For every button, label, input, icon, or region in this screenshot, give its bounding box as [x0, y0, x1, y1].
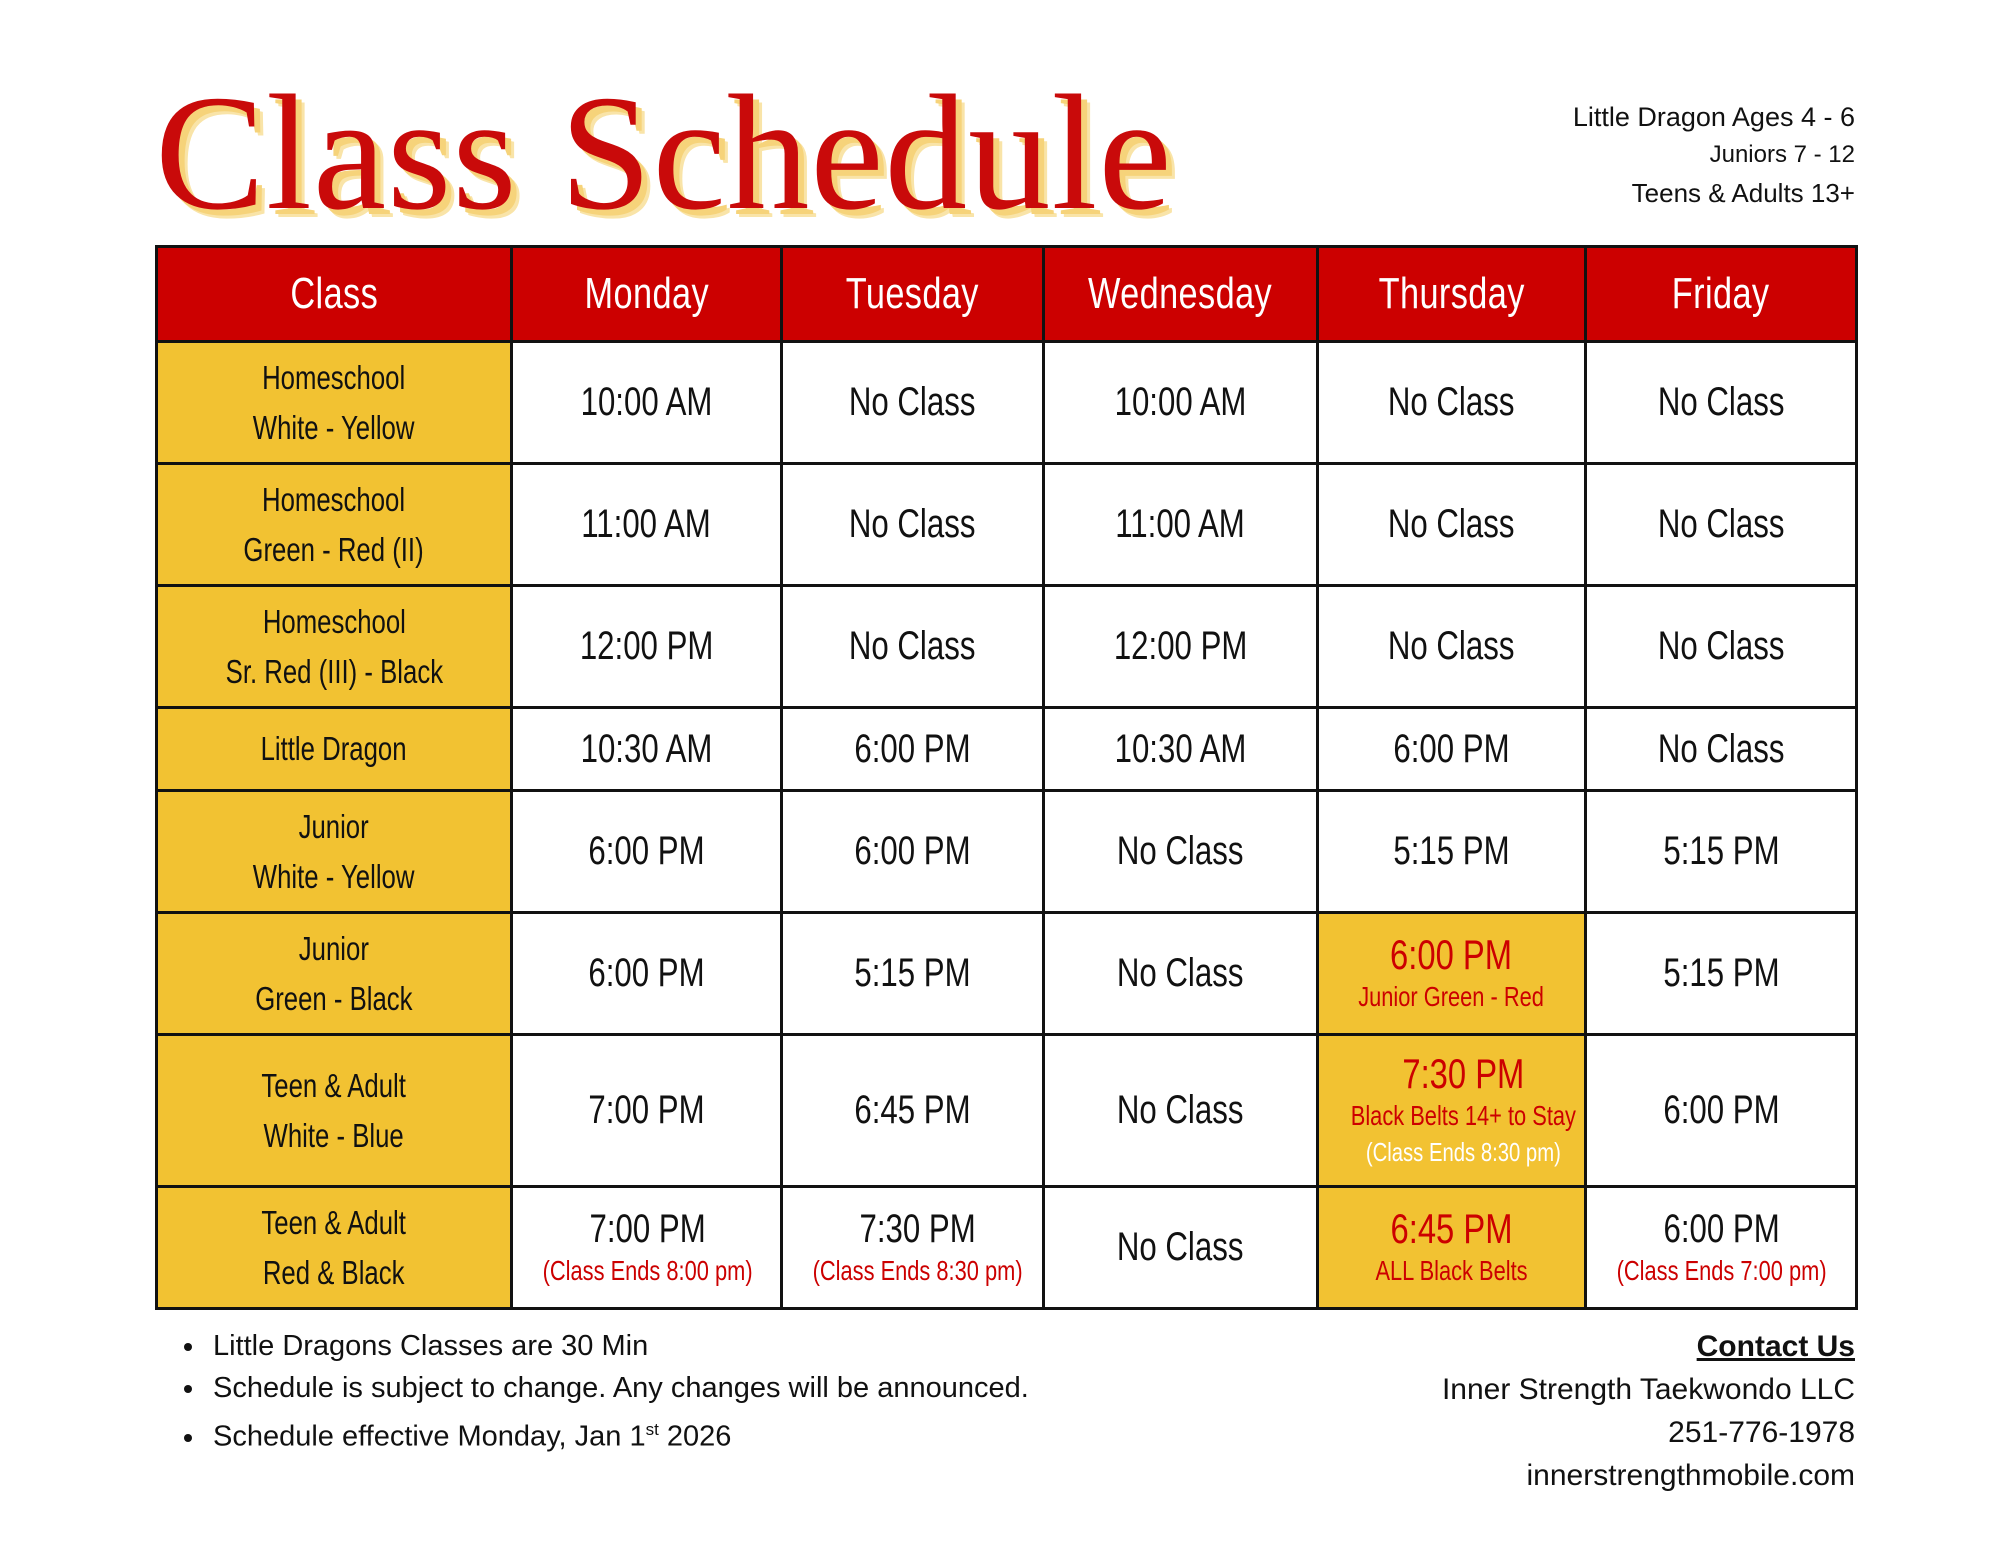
- contact-block: [1442, 1325, 1855, 1497]
- cell-note: Junior Green - Red: [1358, 981, 1545, 1012]
- schedule-cell: 5:15 PM: [782, 913, 1044, 1035]
- schedule-cell: No Class: [1586, 708, 1857, 791]
- cell-note: Black Belts 14+ to Stay: [1350, 1100, 1576, 1131]
- header-class: Class: [157, 247, 512, 342]
- highlighted-schedule-cell: [1318, 1187, 1586, 1309]
- schedule-cell: [512, 1187, 782, 1309]
- table-row: [157, 586, 1857, 708]
- schedule-cell: No Class: [1586, 464, 1857, 586]
- schedule-cell: No Class: [1318, 586, 1586, 708]
- class-name-cell: Teen & Adult White - Blue: [157, 1035, 512, 1187]
- table-row: [157, 1035, 1857, 1187]
- schedule-cell: 5:15 PM: [1586, 913, 1857, 1035]
- age-juniors: Juniors 7 - 12: [1709, 141, 1855, 168]
- highlighted-schedule-cell: [1318, 913, 1586, 1035]
- list-item: • Schedule effective Monday, Jan 1st 2026: [207, 1409, 1029, 1458]
- schedule-cell: No Class: [1044, 1187, 1318, 1309]
- age-groups: [1573, 98, 1855, 212]
- schedule-cell: 6:00 PM: [782, 791, 1044, 913]
- header-wednesday: Wednesday: [1044, 247, 1318, 342]
- schedule-cell: 6:00 PM: [512, 913, 782, 1035]
- schedule-cell: 10:30 AM: [512, 708, 782, 791]
- cell-time: 7:30 PM: [1402, 1050, 1525, 1097]
- header-tuesday: Tuesday: [782, 247, 1044, 342]
- class-name-cell: Homeschool Sr. Red (III) - Black: [157, 586, 512, 708]
- schedule-cell: No Class: [1044, 1035, 1318, 1187]
- notes-list: [165, 1325, 1029, 1458]
- table-row: [157, 791, 1857, 913]
- schedule-cell: No Class: [1318, 464, 1586, 586]
- schedule-cell: 5:15 PM: [1586, 791, 1857, 913]
- header-thursday: Thursday: [1318, 247, 1586, 342]
- company-name: Inner Strength Taekwondo LLC: [1441, 1373, 1855, 1406]
- table-row: [157, 342, 1857, 464]
- age-little-dragon: Little Dragon Ages 4 - 6: [1572, 102, 1855, 132]
- cell-time: 6:00 PM: [1390, 931, 1513, 978]
- cell-note: ALL Black Belts: [1375, 1255, 1528, 1286]
- table-row: [157, 708, 1857, 791]
- schedule-cell: 5:15 PM: [1318, 791, 1586, 913]
- schedule-cell: 10:00 AM: [512, 342, 782, 464]
- header-friday: Friday: [1586, 247, 1857, 342]
- class-name-cell: Little Dragon: [157, 708, 512, 791]
- phone-number: 251-776-1978: [1668, 1416, 1855, 1449]
- schedule-cell: No Class: [782, 342, 1044, 464]
- cell-note: (Class Ends 8:00 pm): [542, 1255, 753, 1286]
- schedule-cell: No Class: [782, 586, 1044, 708]
- table-row: [157, 913, 1857, 1035]
- schedule-cell: No Class: [1586, 586, 1857, 708]
- cell-time: 6:00 PM: [1663, 1207, 1780, 1251]
- contact-heading: Contact Us: [1696, 1330, 1855, 1363]
- schedule-cell: 12:00 PM: [512, 586, 782, 708]
- schedule-cell: 6:00 PM: [512, 791, 782, 913]
- schedule-cell: 6:00 PM: [1586, 1035, 1857, 1187]
- class-name-cell: Junior Green - Black: [157, 913, 512, 1035]
- header-monday: Monday: [512, 247, 782, 342]
- class-name-cell: Junior White - Yellow: [157, 791, 512, 913]
- cell-time: 6:45 PM: [1390, 1205, 1513, 1252]
- website-link[interactable]: innerstrengthmobile.com: [1526, 1459, 1855, 1492]
- schedule-cell: [1586, 1187, 1857, 1309]
- cell-note: (Class Ends 8:30 pm): [812, 1255, 1023, 1286]
- class-name-cell: Homeschool Green - Red (II): [157, 464, 512, 586]
- class-name-cell: Teen & Adult Red & Black: [157, 1187, 512, 1309]
- table-row: [157, 1187, 1857, 1309]
- schedule-cell: 11:00 AM: [1044, 464, 1318, 586]
- schedule-cell: 10:00 AM: [1044, 342, 1318, 464]
- cell-note-secondary: (Class Ends 8:30 pm): [1365, 1137, 1561, 1167]
- schedule-table: [155, 245, 1858, 1310]
- cell-time: 7:00 PM: [589, 1207, 706, 1251]
- table-header-row: [157, 247, 1857, 342]
- schedule-cell: 7:00 PM: [512, 1035, 782, 1187]
- schedule-cell: No Class: [1044, 913, 1318, 1035]
- schedule-cell: 6:45 PM: [782, 1035, 1044, 1187]
- schedule-cell: 10:30 AM: [1044, 708, 1318, 791]
- class-name-cell: Homeschool White - Yellow: [157, 342, 512, 464]
- age-teens-adults: Teens & Adults 13+: [1631, 178, 1855, 208]
- schedule-cell: 6:00 PM: [1318, 708, 1586, 791]
- schedule-cell: 12:00 PM: [1044, 586, 1318, 708]
- schedule-cell: No Class: [1044, 791, 1318, 913]
- schedule-cell: 11:00 AM: [512, 464, 782, 586]
- page-title: Class Schedule: [155, 61, 1173, 244]
- schedule-cell: No Class: [782, 464, 1044, 586]
- cell-time: 7:30 PM: [859, 1207, 976, 1251]
- table-row: [157, 464, 1857, 586]
- list-item: • Schedule is subject to change. Any changes will be announced.: [207, 1367, 1029, 1409]
- highlighted-schedule-cell: [1318, 1035, 1586, 1187]
- schedule-cell: No Class: [1318, 342, 1586, 464]
- schedule-cell: [782, 1187, 1044, 1309]
- schedule-cell: No Class: [1586, 342, 1857, 464]
- cell-note: (Class Ends 7:00 pm): [1616, 1255, 1827, 1286]
- list-item: • Little Dragons Classes are 30 Min: [207, 1325, 1029, 1367]
- schedule-cell: 6:00 PM: [782, 708, 1044, 791]
